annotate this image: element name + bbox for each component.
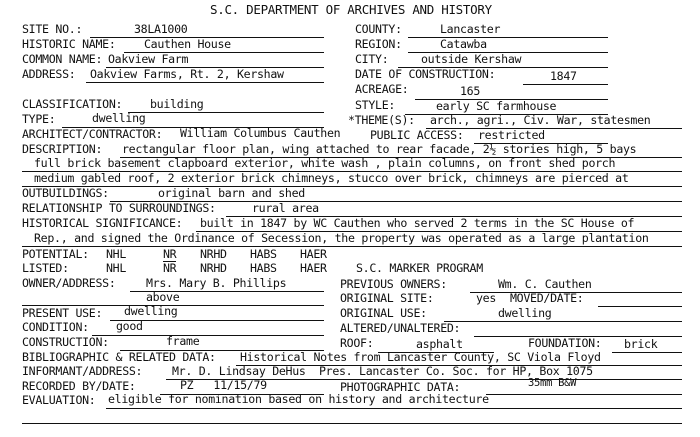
moved-date-line [598, 306, 682, 307]
condition-label: CONDITION: [22, 320, 89, 334]
evaluation-label: EVALUATION: [22, 393, 96, 407]
listed-nr: NR [163, 261, 177, 275]
architect-value: William Columbus Cauthen [180, 126, 341, 140]
relationship-value: rural area [252, 201, 319, 215]
evaluation-rule-2 [22, 423, 682, 424]
description-label: DESCRIPTION: [22, 142, 103, 156]
address-line [86, 82, 324, 83]
city-label: CITY: [355, 52, 389, 66]
description-rule-3 [22, 186, 682, 187]
foundation-value: brick [624, 337, 658, 351]
recorded-value: PZ 11/15/79 [180, 378, 267, 392]
architect-label: ARCHITECT/CONTRACTOR: [22, 127, 163, 141]
potential-nr: NR [163, 247, 177, 261]
date-value: 1847 [550, 69, 577, 83]
photographic-value: 35mm B&W [528, 377, 577, 389]
original-site-label: ORIGINAL SITE: [340, 291, 434, 305]
condition-value: good [116, 319, 143, 333]
acreage-label: ACREAGE: [355, 82, 409, 96]
site-no-value: 38LA1000 [134, 22, 188, 36]
photographic-label: PHOTOGRAPHIC DATA: [340, 380, 461, 394]
description-line-1: rectangular floor plan, wing attached to rear facade, 2½ stories high, 5 bays [122, 142, 637, 156]
significance-line-1: built in 1847 by WC Cauthen who served 2 terms in the SC House of [200, 216, 635, 230]
informant-label: INFORMANT/ADDRESS: [22, 364, 143, 378]
description-line-3: medium gabled roof, 2 exterior brick chimneys, stucco over brick, chimneys are pierced at [34, 171, 629, 185]
type-value: dwelling [92, 111, 146, 125]
original-use-value: dwelling [498, 306, 552, 320]
type-label: TYPE: [22, 112, 56, 126]
themes-line [426, 128, 682, 129]
bibliographic-value: Historical Notes from Lancaster County, SC Viola Floyd [240, 350, 601, 364]
classification-line [128, 112, 324, 113]
description-line-2: full brick basement clapboard exterior, white wash , plain columns, on front shed porch [34, 156, 616, 170]
style-label: STYLE: [355, 98, 396, 112]
site-no-label: SITE NO.: [22, 22, 83, 36]
address-label: ADDRESS: [22, 67, 76, 81]
evaluation-rule-1 [106, 408, 682, 409]
county-label: COUNTY: [355, 22, 402, 36]
foundation-line [612, 352, 682, 353]
evaluation-value: eligible for nomination based on history and architecture [108, 392, 489, 406]
potential-haer: HAER [300, 247, 327, 261]
condition-line [92, 335, 324, 336]
roof-value: asphalt [416, 337, 463, 351]
classification-label: CLASSIFICATION: [22, 97, 123, 111]
date-line [523, 84, 608, 85]
present-use-label: PRESENT USE: [22, 306, 103, 320]
significance-label: HISTORICAL SIGNIFICANCE: [22, 216, 183, 230]
listed-nrhd: NRHD [200, 261, 227, 275]
outbuildings-value: original barn and shed [158, 186, 305, 200]
region-label: REGION: [355, 37, 402, 51]
public-access-label: PUBLIC ACCESS: [370, 128, 464, 142]
potential-nhl: NHL [106, 247, 127, 261]
city-value: outside Kershaw [421, 52, 522, 66]
style-value: early SC farmhouse [436, 99, 557, 113]
construction-label: CONSTRUCTION: [22, 335, 109, 349]
historic-name-value: Cauthen House [144, 37, 231, 51]
roof-label: ROOF: [340, 336, 374, 350]
owner-value: Mrs. Mary B. Phillips [146, 276, 287, 290]
classification-value: building [150, 97, 204, 111]
moved-date-label: MOVED/DATE: [510, 291, 584, 305]
common-name-value: Oakview Farm [108, 52, 189, 66]
original-use-label: ORIGINAL USE: [340, 306, 427, 320]
public-access-value: restricted [478, 128, 545, 142]
historic-name-label: HISTORIC NAME: [22, 37, 116, 51]
significance-line-2: Rep., and signed the Ordinance of Secession, the property was operated as a large plantation [34, 231, 649, 245]
construction-value: frame [166, 334, 200, 348]
photographic-line [486, 394, 682, 395]
present-use-value: dwelling [124, 304, 178, 318]
address-value: Oakview Farms, Rt. 2, Kershaw [90, 67, 284, 81]
informant-value: Mr. D. Lindsay DeHus Pres. Lancaster Co. Soc. for HP, Box 1075 [172, 364, 593, 378]
original-site-value: yes [476, 291, 497, 305]
bibliographic-label: BIBLIOGRAPHIC & RELATED DATA: [22, 350, 216, 364]
foundation-label: FOUNDATION: [528, 336, 602, 350]
owner-value-2: above [146, 290, 180, 304]
original-use-line [444, 321, 682, 322]
marker-program-label: S.C. MARKER PROGRAM [356, 261, 483, 275]
region-value: Catawba [440, 37, 487, 51]
owner-label: OWNER/ADDRESS: [22, 276, 116, 290]
listed-haer: HAER [300, 261, 327, 275]
altered-label: ALTERED/UNALTERED: [340, 321, 461, 335]
common-name-label: COMMON NAME: [22, 52, 103, 66]
county-value: Lancaster [440, 22, 501, 36]
date-label: DATE OF CONSTRUCTION: [355, 67, 496, 81]
themes-value: arch., agri., Civ. War, statesmen [430, 113, 651, 127]
county-line [408, 37, 608, 38]
potential-habs: HABS [250, 247, 277, 261]
form-title: S.C. DEPARTMENT OF ARCHIVES AND HISTORY [210, 2, 492, 17]
potential-label: POTENTIAL: [22, 247, 89, 261]
recorded-label: RECORDED BY/DATE: [22, 379, 136, 393]
relationship-label: RELATIONSHIP TO SURROUNDINGS: [22, 201, 216, 215]
listed-label: LISTED: [22, 261, 69, 275]
outbuildings-label: OUTBUILDINGS: [22, 186, 109, 200]
acreage-value: 165 [460, 84, 481, 98]
potential-nrhd: NRHD [200, 247, 227, 261]
themes-label: *THEME(S): [348, 113, 415, 127]
previous-owners-value: Wm. C. Cauthen [498, 277, 592, 291]
previous-owners-label: PREVIOUS OWNERS: [340, 277, 447, 291]
listed-nhl: NHL [106, 261, 127, 275]
listed-habs: HABS [250, 261, 277, 275]
